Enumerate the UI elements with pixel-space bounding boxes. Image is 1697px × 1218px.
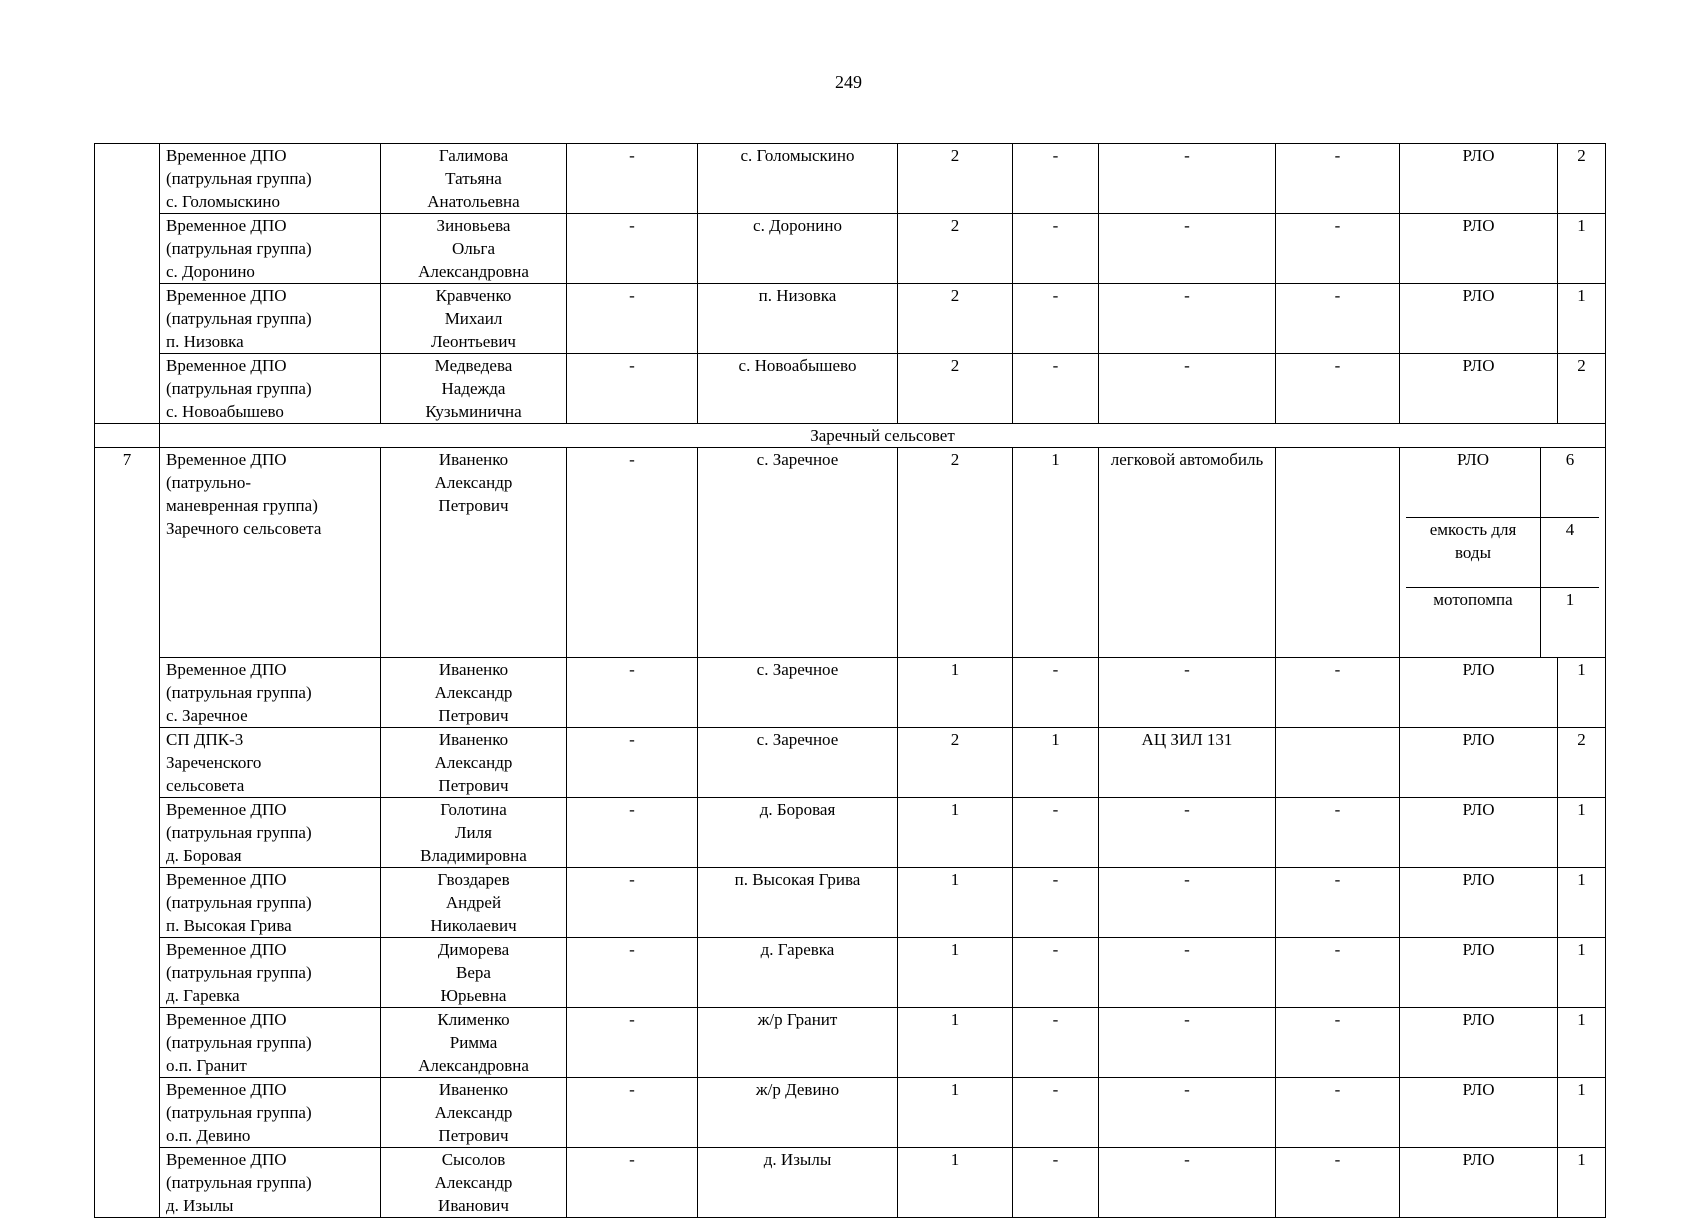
vehicle-type-cell: - <box>1099 658 1276 728</box>
equipment-qty-cell: 2 <box>1558 144 1606 214</box>
number-cell <box>95 144 160 424</box>
col8-cell <box>1276 448 1400 658</box>
staff-count-cell: 1 <box>898 1148 1013 1218</box>
unit-name-cell: Временное ДПО (патрульная группа) д. Изылы <box>160 1148 381 1218</box>
equipment-name: РЛО <box>1457 450 1489 469</box>
equipment-qty-cell: 1 <box>1558 658 1606 728</box>
equipment-cell: РЛО <box>1400 938 1558 1008</box>
location-cell: ж/р Девино <box>698 1078 898 1148</box>
col3-cell: - <box>567 658 698 728</box>
equipment-name: емкость для воды <box>1406 518 1541 588</box>
equipment-qty-cell: 1 <box>1558 1008 1606 1078</box>
col8-cell <box>1276 728 1400 798</box>
vehicle-type-cell: - <box>1099 798 1276 868</box>
col8-cell: - <box>1276 658 1400 728</box>
staff-count-cell: 1 <box>898 1078 1013 1148</box>
equipment-qty-cell: 1 <box>1558 798 1606 868</box>
location-cell: ж/р Гранит <box>698 1008 898 1078</box>
vehicle-type-cell: - <box>1099 1008 1276 1078</box>
table-row <box>95 1078 1606 1148</box>
equipment-cell: РЛО <box>1400 1008 1558 1078</box>
fire-units-table <box>94 143 1606 1218</box>
equipment-qty-cell: 2 <box>1558 354 1606 424</box>
col8-cell: - <box>1276 354 1400 424</box>
col3-cell: - <box>567 354 698 424</box>
staff-count-cell: 1 <box>898 1008 1013 1078</box>
col3-cell: - <box>567 144 698 214</box>
col8-cell: - <box>1276 284 1400 354</box>
staff-count-cell: 2 <box>898 448 1013 658</box>
unit-name-cell: Временное ДПО (патрульная группа) п. Низовка <box>160 284 381 354</box>
col3-cell: - <box>567 938 698 1008</box>
equipment-list <box>1406 448 1599 657</box>
equipment-qty-cell: 2 <box>1558 728 1606 798</box>
staff-count-cell: 2 <box>898 728 1013 798</box>
table-row <box>95 214 1606 284</box>
location-cell: с. Заречное <box>698 658 898 728</box>
head-name-cell: Сысолов Александр Иванович <box>381 1148 567 1218</box>
vehicle-type-cell: - <box>1099 144 1276 214</box>
col3-cell: - <box>567 728 698 798</box>
equipment-list-cell <box>1400 448 1606 658</box>
section-title: Заречный сельсовет <box>160 424 1606 448</box>
equipment-qty-cell: 1 <box>1558 1148 1606 1218</box>
unit-name-cell: Временное ДПО (патрульная группа) с. Заречное <box>160 658 381 728</box>
col3-cell: - <box>567 798 698 868</box>
location-cell: п. Низовка <box>698 284 898 354</box>
unit-name-cell: Временное ДПО (патрульная группа) с. Новоабышево <box>160 354 381 424</box>
vehicle-count-cell: - <box>1013 214 1099 284</box>
unit-name-cell: Временное ДПО (патрульная группа) о.п. Гранит <box>160 1008 381 1078</box>
table-row <box>95 728 1606 798</box>
head-name-cell: Кравченко Михаил Леонтьевич <box>381 284 567 354</box>
head-name-cell: Иваненко Александр Петрович <box>381 1078 567 1148</box>
table-row <box>95 144 1606 214</box>
table-row <box>95 448 1606 658</box>
col8-cell: - <box>1276 868 1400 938</box>
location-cell: д. Гаревка <box>698 938 898 1008</box>
table-row <box>95 658 1606 728</box>
vehicle-count-cell: - <box>1013 1148 1099 1218</box>
unit-name-cell: Временное ДПО (патрульная группа) с. Голомыскино <box>160 144 381 214</box>
staff-count-cell: 1 <box>898 658 1013 728</box>
col3-cell: - <box>567 284 698 354</box>
equipment-item <box>1406 448 1599 518</box>
vehicle-count-cell: 1 <box>1013 728 1099 798</box>
head-name-cell: Клименко Римма Александровна <box>381 1008 567 1078</box>
table-row <box>95 868 1606 938</box>
equipment-cell: РЛО <box>1400 728 1558 798</box>
vehicle-count-cell: - <box>1013 658 1099 728</box>
equipment-cell: РЛО <box>1400 284 1558 354</box>
location-cell: с. Заречное <box>698 448 898 658</box>
col8-cell: - <box>1276 938 1400 1008</box>
vehicle-count-cell: - <box>1013 284 1099 354</box>
equipment-qty-cell: 1 <box>1558 1078 1606 1148</box>
equipment-cell: РЛО <box>1400 214 1558 284</box>
head-name-cell: Галимова Татьяна Анатольевна <box>381 144 567 214</box>
vehicle-count-cell: - <box>1013 1078 1099 1148</box>
col3-cell: - <box>567 868 698 938</box>
staff-count-cell: 1 <box>898 938 1013 1008</box>
equipment-qty-cell: 1 <box>1558 868 1606 938</box>
equipment-cell: РЛО <box>1400 354 1558 424</box>
vehicle-count-cell: 1 <box>1013 448 1099 658</box>
staff-count-cell: 2 <box>898 144 1013 214</box>
vehicle-count-cell: - <box>1013 144 1099 214</box>
location-cell: с. Доронино <box>698 214 898 284</box>
equipment-cell: РЛО <box>1400 1148 1558 1218</box>
col8-cell: - <box>1276 214 1400 284</box>
vehicle-type-cell: - <box>1099 214 1276 284</box>
unit-name-cell: СП ДПК-3 Зареченского сельсовета <box>160 728 381 798</box>
vehicle-count-cell: - <box>1013 1008 1099 1078</box>
table-row <box>95 1008 1606 1078</box>
equipment-qty: 4 <box>1541 518 1600 588</box>
vehicle-type-cell: - <box>1099 354 1276 424</box>
location-cell: д. Изылы <box>698 1148 898 1218</box>
unit-name-cell: Временное ДПО (патрульная группа) с. Доронино <box>160 214 381 284</box>
col8-cell: - <box>1276 144 1400 214</box>
equipment-cell: РЛО <box>1400 658 1558 728</box>
staff-count-cell: 2 <box>898 284 1013 354</box>
location-cell: д. Боровая <box>698 798 898 868</box>
head-name-cell: Медведева Надежда Кузьминична <box>381 354 567 424</box>
col8-cell: - <box>1276 798 1400 868</box>
vehicle-count-cell: - <box>1013 938 1099 1008</box>
col8-cell: - <box>1276 1078 1400 1148</box>
equipment-item <box>1406 588 1599 658</box>
section-row <box>95 424 1606 448</box>
equipment-item <box>1406 518 1599 588</box>
head-name-cell: Иваненко Александр Петрович <box>381 658 567 728</box>
equipment-cell: РЛО <box>1400 868 1558 938</box>
equipment-qty-cell: 1 <box>1558 938 1606 1008</box>
location-cell: с. Новоабышево <box>698 354 898 424</box>
equipment-qty-cell: 1 <box>1558 214 1606 284</box>
vehicle-count-cell: - <box>1013 354 1099 424</box>
col3-cell: - <box>567 1008 698 1078</box>
head-name-cell: Диморева Вера Юрьевна <box>381 938 567 1008</box>
table-row <box>95 354 1606 424</box>
staff-count-cell: 1 <box>898 868 1013 938</box>
location-cell: п. Высокая Грива <box>698 868 898 938</box>
vehicle-type-cell: АЦ ЗИЛ 131 <box>1099 728 1276 798</box>
equipment-qty: 1 <box>1541 588 1600 658</box>
location-cell: с. Голомыскино <box>698 144 898 214</box>
unit-name-cell: Временное ДПО (патрульная группа) п. Высокая Грива <box>160 868 381 938</box>
col8-cell: - <box>1276 1148 1400 1218</box>
col3-cell: - <box>567 214 698 284</box>
head-name-cell: Зиновьева Ольга Александровна <box>381 214 567 284</box>
table-row <box>95 938 1606 1008</box>
vehicle-type-cell: - <box>1099 868 1276 938</box>
vehicle-type-cell: - <box>1099 1148 1276 1218</box>
col8-cell: - <box>1276 1008 1400 1078</box>
vehicle-type-cell: - <box>1099 938 1276 1008</box>
table-row <box>95 284 1606 354</box>
number-cell <box>95 424 160 448</box>
unit-name-cell: Временное ДПО (патрульная группа) о.п. Девино <box>160 1078 381 1148</box>
table-row <box>95 798 1606 868</box>
location-cell: с. Заречное <box>698 728 898 798</box>
unit-name-cell: Временное ДПО (патрульная группа) д. Боровая <box>160 798 381 868</box>
equipment-cell: РЛО <box>1400 1078 1558 1148</box>
equipment-name: мотопомпа <box>1406 588 1541 658</box>
equipment-cell: РЛО <box>1400 798 1558 868</box>
unit-name-cell: Временное ДПО (патрульно- маневренная группа) Заречного сельсовета <box>160 448 381 658</box>
head-name-cell: Иваненко Александр Петрович <box>381 448 567 658</box>
equipment-qty-cell: 1 <box>1558 284 1606 354</box>
staff-count-cell: 2 <box>898 354 1013 424</box>
vehicle-count-cell: - <box>1013 798 1099 868</box>
table-row <box>95 1148 1606 1218</box>
page-number: 249 <box>835 72 862 92</box>
vehicle-type-cell: - <box>1099 284 1276 354</box>
number-cell: 7 <box>95 448 160 1218</box>
staff-count-cell: 2 <box>898 214 1013 284</box>
col3-cell: - <box>567 1148 698 1218</box>
staff-count-cell: 1 <box>898 798 1013 868</box>
vehicle-type-cell: - <box>1099 1078 1276 1148</box>
equipment-cell: РЛО <box>1400 144 1558 214</box>
equipment-qty: 6 <box>1541 448 1600 518</box>
vehicle-type-cell: легковой автомобиль <box>1099 448 1276 658</box>
head-name-cell: Голотина Лиля Владимировна <box>381 798 567 868</box>
col3-cell: - <box>567 448 698 658</box>
head-name-cell: Гвоздарев Андрей Николаевич <box>381 868 567 938</box>
head-name-cell: Иваненко Александр Петрович <box>381 728 567 798</box>
col3-cell: - <box>567 1078 698 1148</box>
unit-name-cell: Временное ДПО (патрульная группа) д. Гаревка <box>160 938 381 1008</box>
vehicle-count-cell: - <box>1013 868 1099 938</box>
